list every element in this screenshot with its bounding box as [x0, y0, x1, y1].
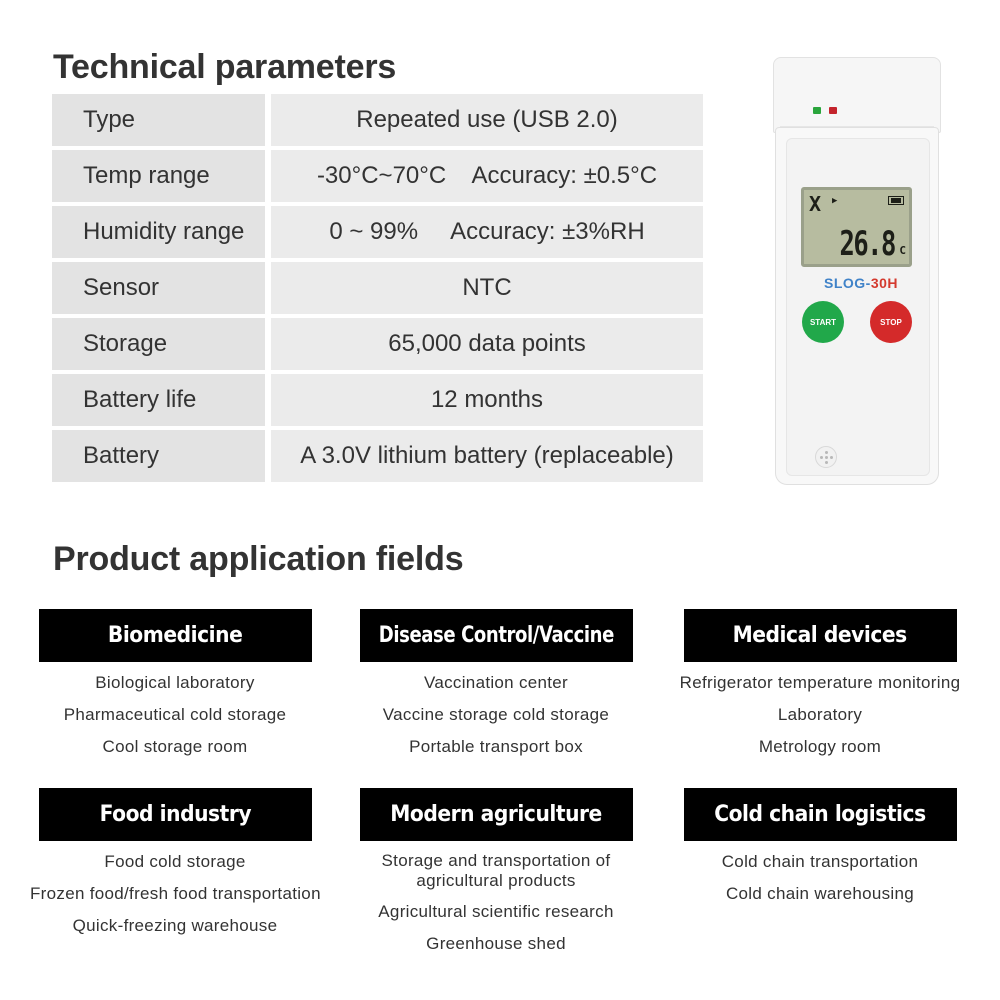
spec-value: Repeated use (USB 2.0) [271, 94, 703, 146]
spec-value: -30°C~70°C Accuracy: ±0.5°C [271, 150, 703, 202]
app-item: Metrology room [758, 737, 882, 756]
app-card-cold-chain-logistics [675, 788, 965, 915]
app-item: Cold chain warehousing [725, 884, 915, 903]
app-item: Food cold storage [104, 852, 246, 871]
spec-label: Type [52, 94, 265, 146]
model-prefix: SLOG- [824, 275, 871, 291]
technical-parameters-title: Technical parameters [53, 48, 397, 86]
app-banner [684, 609, 957, 662]
app-item: Laboratory [777, 705, 863, 724]
model-suffix: 30H [870, 275, 899, 291]
model-label [824, 275, 898, 291]
spec-row-humidity-range [52, 206, 703, 258]
spec-row-battery-life [52, 374, 703, 426]
app-card-modern-agriculture [351, 788, 641, 965]
app-banner-label: Food industry [99, 802, 251, 827]
app-item: Frozen food/fresh food transportation [30, 884, 321, 903]
application-fields-title: Product application fields [53, 540, 464, 578]
lcd-temperature-reading: 26.8 [839, 224, 895, 264]
app-card-food-industry [30, 788, 320, 947]
data-logger-device [773, 57, 941, 485]
app-banner-label: Medical devices [732, 623, 908, 648]
spec-table [52, 94, 703, 486]
spec-label: Battery [52, 430, 265, 482]
spec-label: Sensor [52, 262, 265, 314]
app-item: Vaccine storage cold storage [382, 705, 610, 724]
spec-row-temp-range [52, 150, 703, 202]
app-item: Refrigerator temperature monitoring [679, 673, 961, 692]
app-item: Vaccination center [424, 673, 568, 692]
red-led-icon [829, 107, 837, 114]
speaker-grille-icon [815, 446, 837, 468]
lcd-unit: C [899, 244, 906, 257]
app-banner [39, 609, 312, 662]
device-body [775, 127, 939, 485]
app-banner [39, 788, 312, 841]
spec-label: Battery life [52, 374, 265, 426]
spec-value: 12 months [271, 374, 703, 426]
app-card-disease-control [351, 609, 641, 768]
usb-cap [773, 57, 941, 133]
spec-row-battery [52, 430, 703, 482]
app-banner [684, 788, 957, 841]
app-item: Cold chain transportation [721, 852, 919, 871]
app-item: Pharmaceutical cold storage [63, 705, 287, 724]
app-item: Agricultural scientific research [378, 902, 614, 921]
play-icon: ▶ [832, 196, 838, 206]
app-item: Quick-freezing warehouse [72, 916, 278, 935]
spec-value: NTC [271, 262, 703, 314]
spec-value: 65,000 data points [271, 318, 703, 370]
app-item: Greenhouse shed [426, 934, 566, 953]
app-banner-label: Disease Control/Vaccine [378, 623, 614, 648]
app-item: Storage and transportation of agricultural products [381, 851, 611, 890]
green-led-icon [813, 107, 821, 114]
start-button: START [802, 301, 844, 343]
app-banner [360, 609, 633, 662]
app-item: Biological laboratory [95, 673, 255, 692]
app-item: Cool storage room [102, 737, 248, 756]
app-item: Portable transport box [409, 737, 583, 756]
app-card-biomedicine [30, 609, 320, 768]
spec-row-type [52, 94, 703, 146]
app-card-medical-devices [675, 609, 965, 768]
spec-row-storage [52, 318, 703, 370]
spec-label: Storage [52, 318, 265, 370]
app-banner-label: Biomedicine [107, 623, 243, 648]
stop-button: STOP [870, 301, 912, 343]
app-banner [360, 788, 633, 841]
spec-row-sensor [52, 262, 703, 314]
spec-value: 0 ~ 99% Accuracy: ±3%RH [271, 206, 703, 258]
lcd-status-icon: X [809, 192, 822, 216]
lcd-screen [801, 187, 912, 267]
battery-icon [888, 196, 904, 205]
spec-label: Temp range [52, 150, 265, 202]
app-banner-label: Modern agriculture [390, 802, 602, 827]
spec-value: A 3.0V lithium battery (replaceable) [271, 430, 703, 482]
app-banner-label: Cold chain logistics [714, 802, 926, 827]
spec-label: Humidity range [52, 206, 265, 258]
